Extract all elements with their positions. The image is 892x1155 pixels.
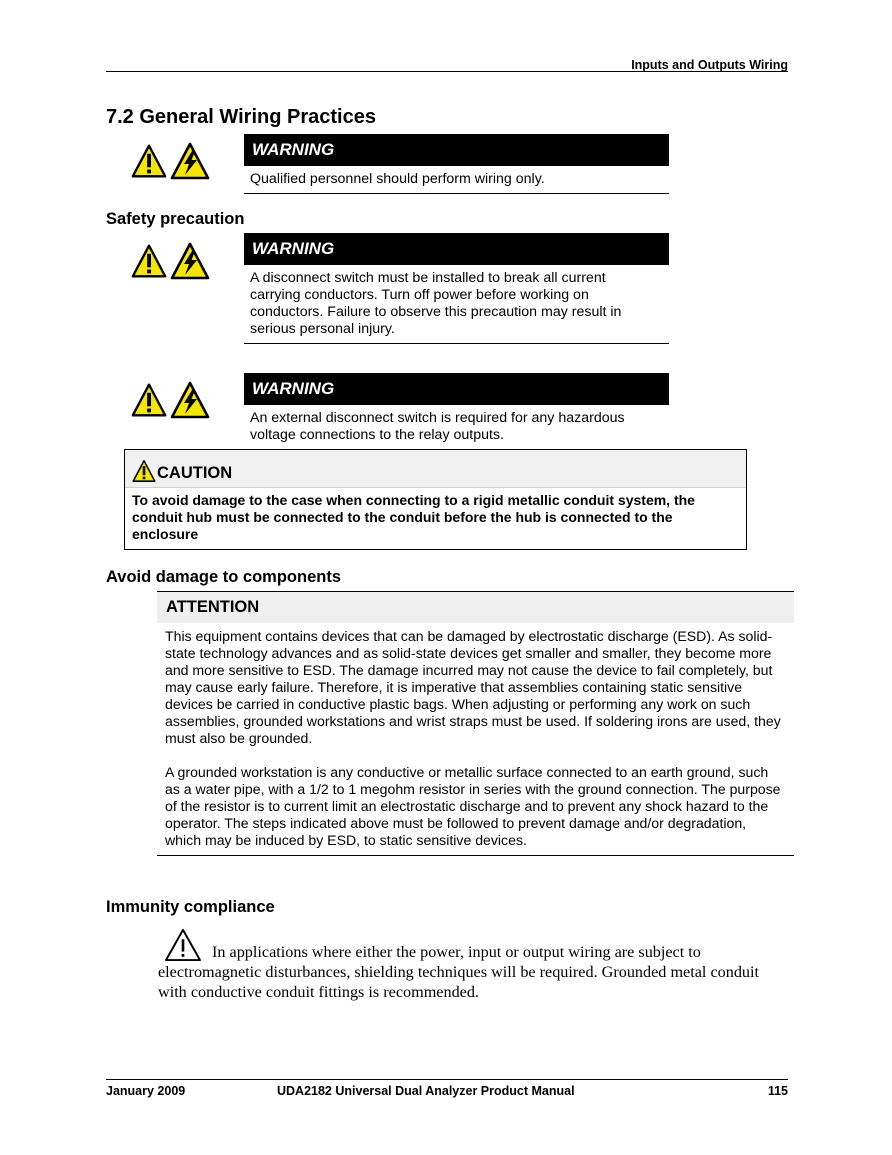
attention-block <box>157 591 794 856</box>
running-head: Inputs and Outputs Wiring <box>631 58 788 72</box>
immunity-paragraph <box>158 928 778 1002</box>
footer-date: January 2009 <box>106 1084 186 1098</box>
warning-label: WARNING <box>244 373 669 405</box>
attention-rule-bottom <box>157 855 794 856</box>
caution-triangle-icon <box>131 142 167 180</box>
caution-box <box>124 449 747 550</box>
warning-label: WARNING <box>244 134 669 166</box>
warning-block-1 <box>244 134 669 194</box>
warning-rule <box>244 193 669 194</box>
warning-icons-2 <box>131 242 210 280</box>
attention-label: ATTENTION <box>157 592 794 623</box>
warning-text: A disconnect switch must be installed to break all current carrying conductors. Turn off power before working on conductors. Failure to observe this precaution may result in serious personal injury. <box>250 270 622 337</box>
warning-text: Qualified personnel should perform wiring only. <box>250 171 545 187</box>
section-title: 7.2 General Wiring Practices <box>106 106 376 128</box>
caution-triangle-icon <box>131 242 167 280</box>
warning-icons-1 <box>131 142 210 180</box>
footer-rule <box>106 1079 788 1080</box>
attention-paragraph-2: A grounded workstation is any conductive or metallic surface connected to an earth ground, such as a water pipe, with a 1/2 to 1 megohm resistor in series with the ground connection. The purpose of the resistor is to current limit an electrostatic discharge and to prevent any shock hazard to the operator. The steps indicated above must be followed to prevent damage and/or degradation, which may be induced by ESD, to static sensitive devices. <box>165 764 781 848</box>
caution-text: To avoid damage to the case when connecting to a rigid metallic conduit system, the conduit hub must be connected to the conduit before the hub is connected to the enclosure <box>132 492 695 542</box>
caution-outline-icon <box>164 928 202 962</box>
warning-block-2 <box>244 233 669 344</box>
warning-icons-3 <box>131 381 210 419</box>
warning-block-3 <box>244 373 669 449</box>
footer-manual-title: UDA2182 Universal Dual Analyzer Product Manual <box>277 1084 575 1098</box>
warning-rule <box>244 343 669 344</box>
warning-label: WARNING <box>244 233 669 265</box>
warning-text: An external disconnect switch is required for any hazardous voltage connections to the relay outputs. <box>250 410 625 443</box>
electric-shock-icon <box>170 242 210 280</box>
caution-header <box>125 450 746 488</box>
safety-heading: Safety precaution <box>106 210 245 228</box>
caution-small-icon <box>132 459 156 483</box>
electric-shock-icon <box>170 142 210 180</box>
immunity-text: In applications where either the power, input or output wiring are subject to electromagnetic disturbances, shielding techniques will be required. Grounded metal conduit with conductive conduit fittings is recommended. <box>158 943 760 1001</box>
attention-paragraph-1: This equipment contains devices that can be damaged by electrostatic discharge (ESD). As solid-state technology advances and as solid-state devices get smaller and smaller, they become more and more sensitive to ESD. The damage incurred may not cause the device to fail completely, but may cause early failure. Therefore, it is imperative that assemblies containing static sensitive devices be carried in conductive plastic bags. When adjusting or performing any work on such assemblies, grounded workstations and wrist straps must be used. If soldering irons are used, they must also be grounded. <box>165 628 781 746</box>
footer-page-number: 115 <box>767 1084 788 1098</box>
electric-shock-icon <box>170 381 210 419</box>
immunity-heading: Immunity compliance <box>106 898 275 916</box>
caution-label: CAUTION <box>157 464 233 482</box>
components-heading: Avoid damage to components <box>106 568 341 586</box>
header-rule <box>106 71 788 72</box>
caution-triangle-icon <box>131 381 167 419</box>
